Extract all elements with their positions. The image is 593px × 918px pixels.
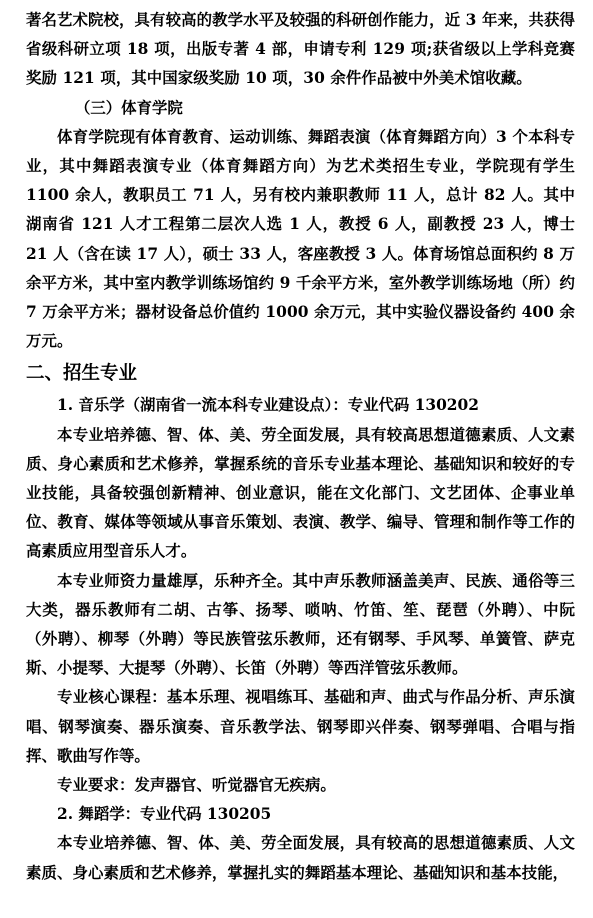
paragraph-musicology-faculty: 本专业师资力量雄厚，乐种齐全。其中声乐教师涵盖美声、民族、通俗等三大类，器乐教师有二胡、古筝、扬琴、唢呐、竹笛、笙、琵琶（外聘）、中阮（外聘）、柳琴（外聘）等民族管弦乐教师，还有钢琴、手风琴、单簧管、萨克斯、小提琴、大提琴（外聘）、长笛（外聘）等西洋管弦乐教师。 [26,571,575,678]
major-title-dance-studies: 2. 舞蹈学：专业代码 130205 [57,805,272,824]
paragraph-musicology-requirements: 专业要求：发声器官、听觉器官无疾病。 [57,776,336,795]
paragraph-dance-studies-goal: 本专业培养德、智、体、美、劳全面发展，具有较高的思想道德素质、人文素质、身心素质和艺术修养，掌握扎实的舞蹈基本理论、基础知识和基本技能， [26,834,575,882]
paragraph-musicology-core-courses: 专业核心课程：基本乐理、视唱练耳、基础和声、曲式与作品分析、声乐演唱、钢琴演奏、器乐演奏、音乐教学法、钢琴即兴伴奏、钢琴弹唱、合唱与指挥、歌曲写作等。 [26,688,575,765]
paragraph-musicology-goal: 本专业培养德、智、体、美、劳全面发展，具有较高思想道德素质、人文素质、身心素质和艺术修养，掌握系统的音乐专业基本理论、基础知识和较好的专业技能，具备较强创新精神、创业意识，能在文化部门、文艺团体、企事业单位、教育、媒体等领域从事音乐策划、表演、教学、编导、管理和制作等工作的高素质应用型音乐人才。 [26,425,575,561]
subheading-sports-college: （三）体育学院 [75,98,183,117]
major-title-musicology: 1. 音乐学（湖南省一流本科专业建设点）：专业代码 130202 [57,396,479,415]
paragraph-sports-college-overview: 体育学院现有体育教育、运动训练、舞蹈表演（体育舞蹈方向）3 个本科专业，其中舞蹈表演专业（体育舞蹈方向）为艺术类招生专业，学院现有学生 1100 余人，教职员工 71 人，另有校内兼职教师 11 人，总计 82 人。其中湖南省 121 人才工程第二层次人选 1 人，教授 6 人，副教授 23 人，博士 21 人（含在读 17 人），硕士 33 人，客座教授 3 人。体育场馆总面积约 8 万余平方米，其中室内教学训练场馆约 9 千余平方米，室外教学训练场地（所）约 7 万余平方米；器材设备总价值约 1000 余万元，其中实验仪器设备约 400 余万元。 [26,127,575,351]
paragraph-art-college-achievements: 著名艺术院校，具有较高的教学水平及较强的科研创作能力，近 3 年来，共获得省级科研立项 18 项，出版专著 4 部，申请专利 129 项;获省级以上学科竞赛奖励 121 项，其中国家级奖励 10 项，30 余件作品被中外美术馆收藏。 [26,11,575,88]
section-heading-admission-majors: 二、招生专业 [26,363,138,385]
